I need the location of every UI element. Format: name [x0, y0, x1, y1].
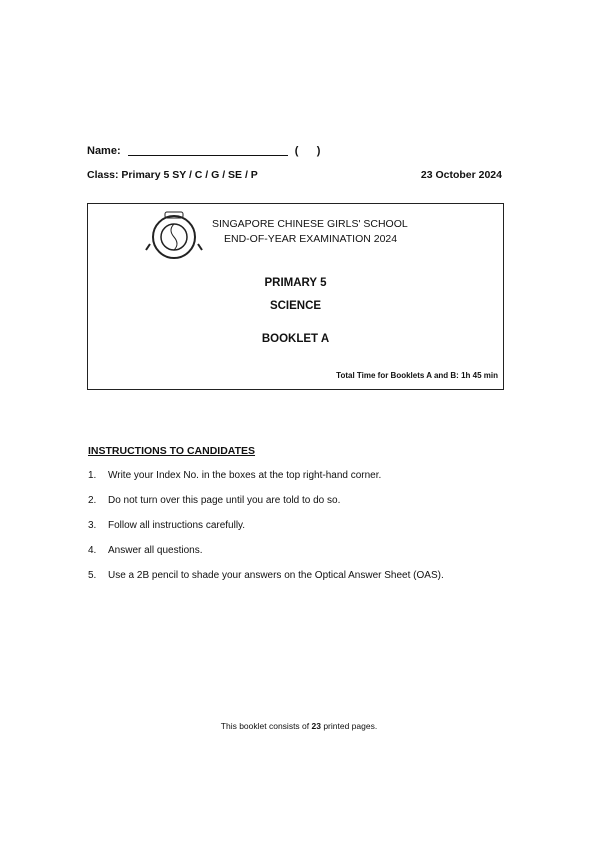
name-label: Name: — [87, 145, 121, 157]
item-text: Use a 2B pencil to shade your answers on the Optical Answer Sheet (OAS). — [108, 570, 444, 581]
item-number: 3. — [88, 520, 97, 531]
name-field — [87, 145, 320, 157]
exam-title: END-OF-YEAR EXAMINATION 2024 — [224, 233, 398, 245]
item-number: 5. — [88, 570, 97, 581]
name-blank-line[interactable] — [128, 155, 288, 156]
time-value: 1h 45 min — [461, 371, 498, 380]
level-title: PRIMARY 5 — [264, 277, 327, 289]
item-text: Follow all instructions carefully. — [108, 520, 246, 531]
school-crest-icon — [144, 210, 204, 262]
item-text: Write your Index No. in the boxes at the top right-hand corner. — [108, 470, 382, 481]
item-text: Answer all questions. — [108, 545, 203, 556]
item-number: 4. — [88, 545, 97, 556]
page-count-note — [0, 721, 598, 731]
subject-title: SCIENCE — [269, 300, 322, 312]
instructions-heading: INSTRUCTIONS TO CANDIDATES — [88, 445, 256, 457]
time-label: Total Time for Booklets A and B: — [336, 371, 459, 380]
footer-pre: This booklet consists of — [220, 721, 312, 731]
total-time — [336, 371, 498, 380]
footer-post: printed pages. — [320, 721, 378, 731]
page-count: 23 — [311, 721, 321, 731]
exam-date: 23 October 2024 — [420, 169, 502, 181]
cover-box — [87, 203, 504, 390]
school-name: SINGAPORE CHINESE GIRLS' SCHOOL — [212, 218, 408, 230]
item-number: 2. — [88, 495, 97, 506]
booklet-title: BOOKLET A — [261, 333, 330, 345]
item-text: Do not turn over this page until you are told to do so. — [108, 495, 341, 506]
item-number: 1. — [88, 470, 97, 481]
index-paren: ( ) — [294, 145, 321, 157]
class-label: Class: Primary 5 SY / C / G / SE / P — [87, 169, 258, 181]
